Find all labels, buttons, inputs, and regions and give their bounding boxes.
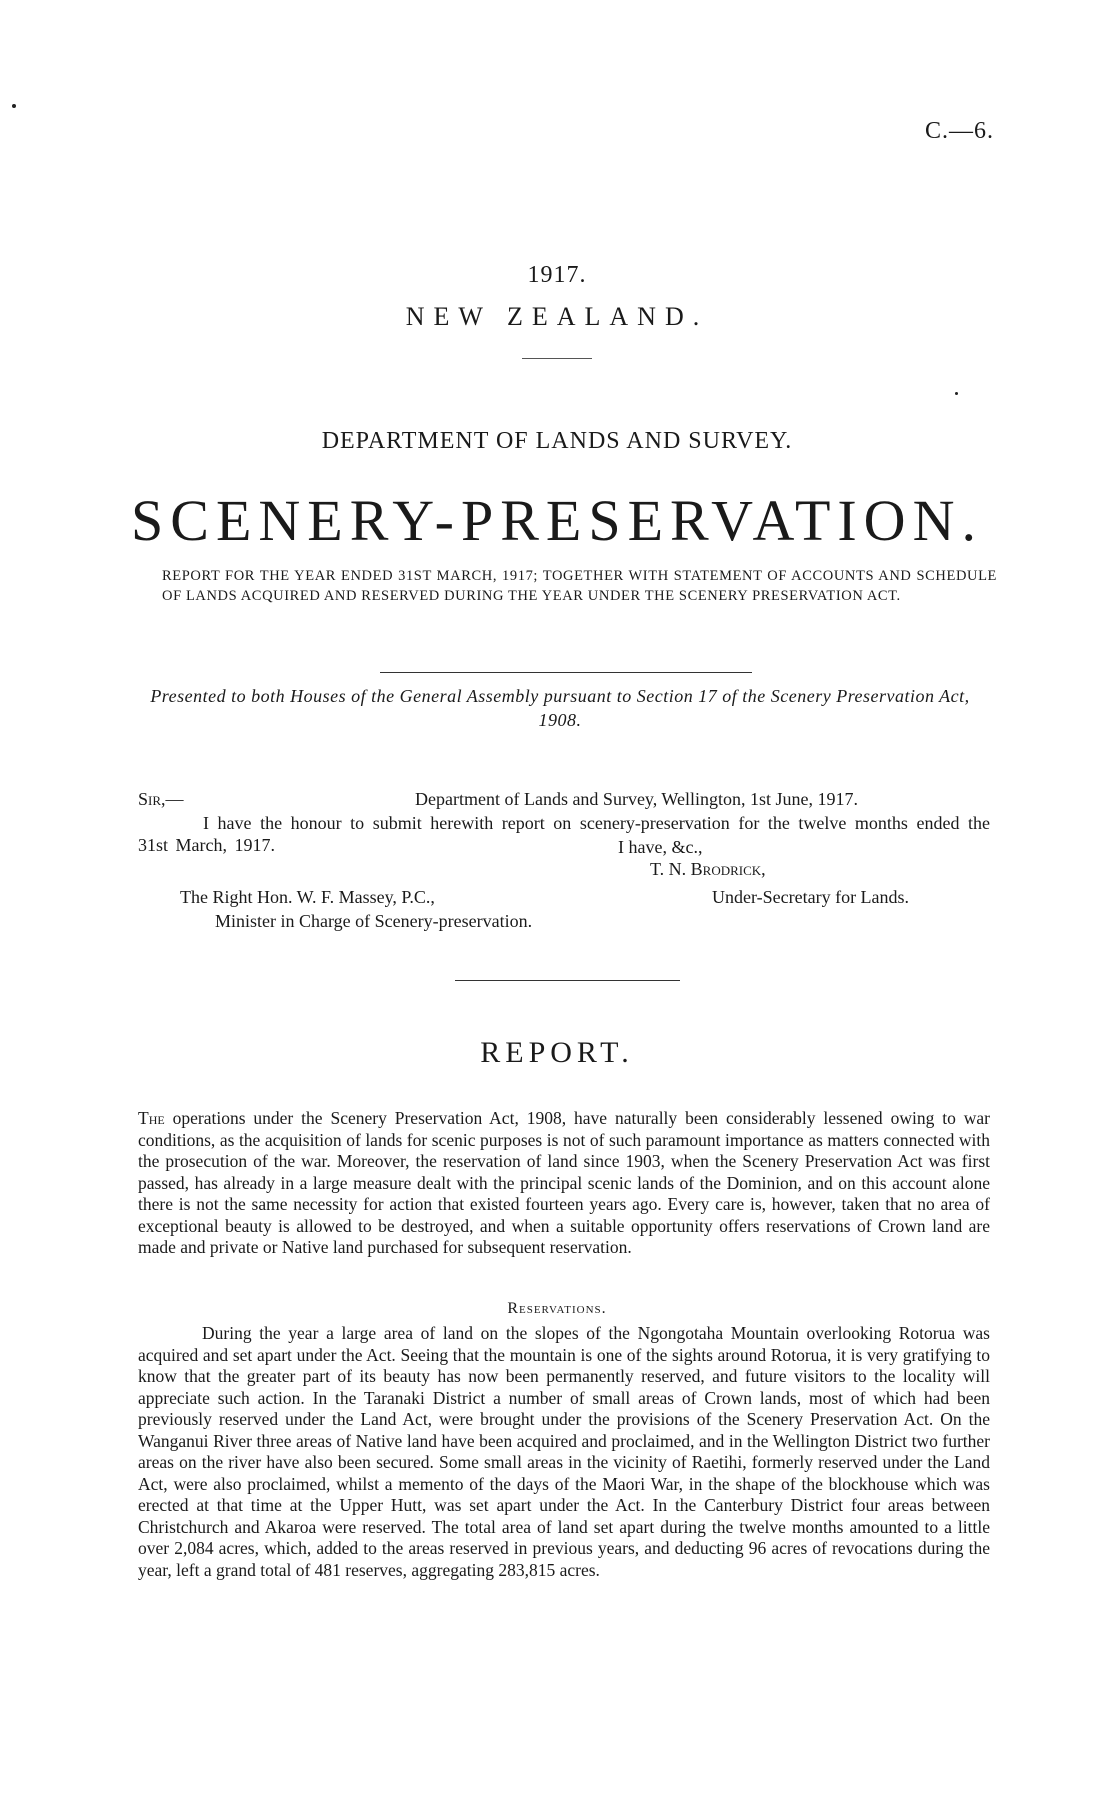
presentation-note: Presented to both Houses of the General Assembly pursuant to Section 17 of the Scenery Preservation Act, 1908. [150, 686, 970, 730]
letter-signer: T. N. Brodrick, [650, 859, 766, 879]
document-title: SCENERY-PRESERVATION. [131, 488, 983, 553]
divider [522, 358, 592, 359]
department-heading: DEPARTMENT OF LANDS AND SURVEY. [321, 428, 793, 454]
addressee-name: The Right Hon. W. F. Massey, P.C., [180, 887, 435, 907]
paragraph-text: operations under the Scenery Preservation Act, 1908, have naturally been considerably lessened owing to war conditions, as the acquisition of lands for scenic purposes is not of such paramount importance as matters connected with the prosecution of the war. Moreover, the reservation of land since 1903, when the Scenery Preservation Act was first passed, has already in a large measure dealt with the principal scenic lands of the Dominion, and on this account alone there is not the same necessity for action that existed fourteen years ago. Every care is, however, taken that no area of exceptional beauty is allowed to be destroyed, and when a suitable opportunity offers reservations of Crown land are made and private or Native land purchased for subsequent reservation. [138, 1108, 990, 1257]
divider [380, 672, 752, 673]
letter-address: Department of Lands and Survey, Wellington, 1st June, 1917. [415, 789, 858, 809]
report-paragraph: During the year a large area of land on the slopes of the Ngongotaha Mountain overlooking Rotorua was acquired and set apart under the Act. Seeing that the mountain is one of the sights around Rotorua, it is very gratifying to know that the greater part of its beauty has now been permanently reserved, and future visitors to the locality will appreciate such action. In the Taranaki District a number of small areas of Crown lands, most of which had been previously reserved under the Land Act, were brought under the provisions of the Scenery Preservation Act. On the Wanganui River three areas of Native land have been acquired and proclaimed, and in the Wellington District two further areas on the river have also been secured. Some small areas in the vicinity of Raetihi, formerly reserved under the Land Act, were also proclaimed, whilst a memento of the days of the Maori War, in the shape of the blockhouse which was erected at that time at the Upper Hutt, was set apart under the Act. In the Canterbury District four areas between Christchurch and Akaroa were reserved. The total area of land set apart during the twelve months amounted to a little over 2,084 acres, which, added to the areas reserved in previous years, and deducting 96 acres of revocations during the year, left a grand total of 481 reserves, aggregating 283,815 acres. [138, 1323, 990, 1580]
document-year: 1917. [527, 262, 587, 288]
letter-salutation: Sir,— [138, 789, 184, 809]
country-heading: NEW ZEALAND. [405, 302, 709, 331]
ink-dot [955, 392, 958, 395]
signer-title: Under-Secretary for Lands. [712, 887, 910, 907]
margin-mark [12, 104, 16, 108]
reservations-heading: Reservations. [507, 1300, 607, 1317]
page-reference: C.—6. [924, 118, 994, 144]
letter-closing: I have, &c., [618, 837, 703, 857]
addressee-title: Minister in Charge of Scenery-preservation. [215, 911, 533, 931]
document-subtitle: REPORT FOR THE YEAR ENDED 31ST MARCH, 1917; TOGETHER WITH STATEMENT OF ACCOUNTS AND SCHEDULE OF LANDS ACQUIRED AND RESERVED DURING THE YEAR UNDER THE SCENERY PRESERVATION ACT. [162, 568, 997, 604]
divider [455, 980, 680, 981]
report-heading: REPORT. [480, 1036, 634, 1069]
letter-body: I have the honour to submit herewith report on scenery-preservation for the twelve months ended the 31st March, 1917. [138, 813, 990, 855]
paragraph-lead-word: The [138, 1108, 165, 1128]
report-paragraph [138, 1108, 990, 1259]
